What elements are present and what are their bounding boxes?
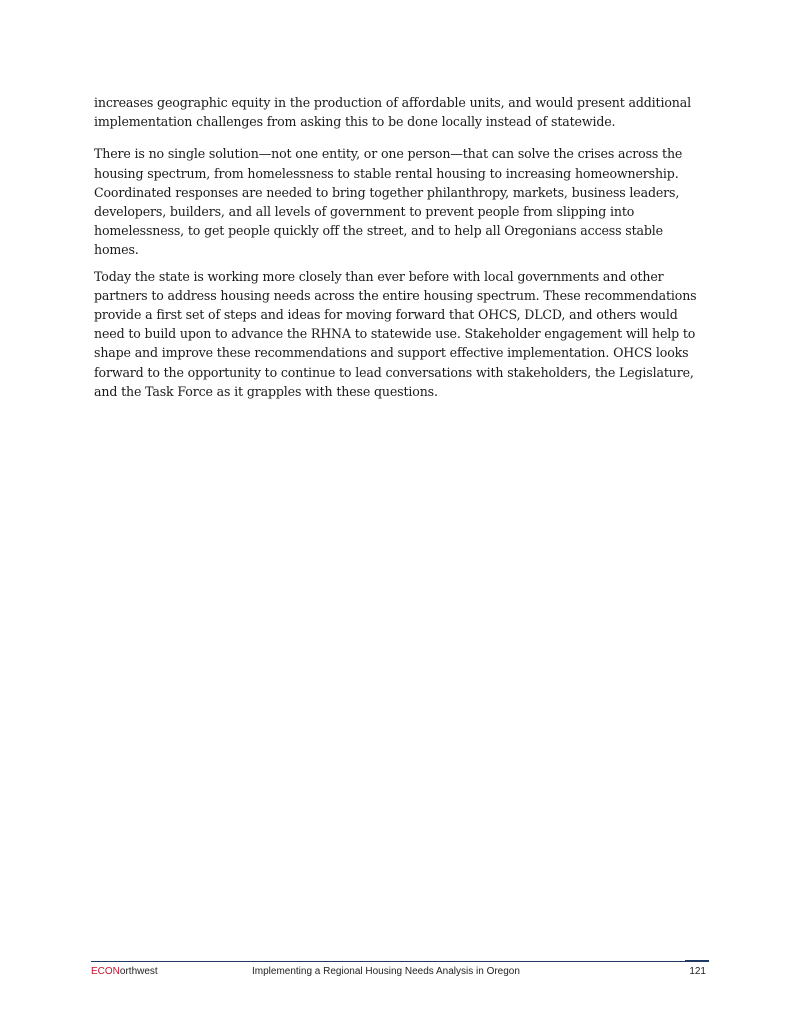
footer-rule <box>91 961 709 962</box>
paragraph-continuation: increases geographic equity in the production of affordable units, and would present additional implementation challenges from asking this to be done locally instead of statewide. <box>94 95 691 130</box>
body-text <box>94 93 708 408</box>
page-footer <box>91 961 709 981</box>
footer-document-title: Implementing a Regional Housing Needs Analysis in Oregon <box>252 966 520 977</box>
footer-brand-accent: ECON <box>91 966 120 977</box>
paragraph-no-single-solution: There is no single solution—not one entity, or one person—that can solve the crises across the housing spectrum, from homelessness to stable rental housing to increasing homeownership. Coordinated responses are needed to bring together philanthropy, markets, business leaders, developers, builders, and all levels of government to prevent people from slipping into homelessness, to get people quickly off the street, and to help all Oregonians access stable homes. <box>94 146 683 258</box>
footer-brand-rest: orthwest <box>119 966 158 977</box>
footer-page-number: 121 <box>689 966 706 977</box>
paragraph-today-the-state: Today the state is working more closely than ever before with local governments and other partners to address housing needs across the entire housing spectrum. These recommendations provide a first set of steps and ideas for moving forward that OHCS, DLCD, and others would need to build upon to advance the RHNA to statewide use. Stakeholder engagement will help to shape and improve these recommendations and support effective implementation. OHCS looks forward to the opportunity to continue to lead conversations with stakeholders, the Legislature, and the Task Force as it grapples with these questions. <box>94 268 697 399</box>
footer-brand <box>91 966 158 977</box>
footer-rule-accent <box>685 960 709 962</box>
